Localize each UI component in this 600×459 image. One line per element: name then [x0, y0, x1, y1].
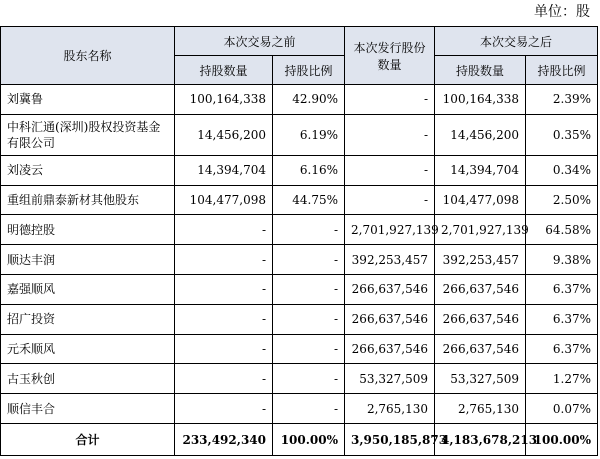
unit-label: 单位：股: [534, 4, 590, 20]
issued-shares: -: [345, 85, 435, 115]
header-before-shares: 持股数量: [175, 56, 273, 85]
before-shares: 100,164,338: [175, 85, 273, 115]
issued-shares: 53,327,509: [345, 364, 435, 394]
shareholder-name: 嘉强顺风: [1, 275, 175, 305]
after-ratio: 0.07%: [526, 394, 598, 424]
table-row: [1, 334, 598, 364]
before-shares: -: [175, 304, 273, 334]
table-row: [1, 245, 598, 275]
after-ratio: 6.37%: [526, 275, 598, 305]
before-shares: -: [175, 245, 273, 275]
shareholder-name: 顺信丰合: [1, 394, 175, 424]
total-after-ratio: 100.00%: [526, 424, 598, 456]
after-shares: 14,456,200: [435, 114, 526, 155]
header-before-transaction: 本次交易之前: [175, 27, 345, 56]
shareholder-name: 招广投资: [1, 304, 175, 334]
after-ratio: 9.38%: [526, 245, 598, 275]
after-ratio: 6.37%: [526, 334, 598, 364]
after-ratio: 2.50%: [526, 185, 598, 215]
header-after-transaction: 本次交易之后: [435, 27, 598, 56]
issued-shares: 2,765,130: [345, 394, 435, 424]
header-issued-shares: 本次发行股份数量: [345, 27, 435, 85]
after-ratio: 0.35%: [526, 114, 598, 155]
shareholder-name: 古玉秋创: [1, 364, 175, 394]
issued-shares: 266,637,546: [345, 334, 435, 364]
header-after-ratio: 持股比例: [526, 56, 598, 85]
table-row: [1, 364, 598, 394]
header-before-ratio: 持股比例: [273, 56, 345, 85]
after-shares: 266,637,546: [435, 334, 526, 364]
after-shares: 2,701,927,139: [435, 215, 526, 245]
issued-shares: -: [345, 155, 435, 185]
shareholder-name: 中科汇通(深圳)股权投资基金有限公司: [1, 114, 175, 155]
shareholder-name: 明德控股: [1, 215, 175, 245]
shareholder-name: 重组前鼎泰新材其他股东: [1, 185, 175, 215]
before-ratio: -: [273, 215, 345, 245]
table-row: [1, 215, 598, 245]
header-row-group: [1, 27, 598, 56]
total-issued-shares: 3,950,185,873: [345, 424, 435, 456]
before-shares: -: [175, 394, 273, 424]
table-row: [1, 85, 598, 115]
before-ratio: 42.90%: [273, 85, 345, 115]
table-row: [1, 394, 598, 424]
before-ratio: -: [273, 394, 345, 424]
after-ratio: 0.34%: [526, 155, 598, 185]
table-row: [1, 185, 598, 215]
before-ratio: 6.19%: [273, 114, 345, 155]
after-ratio: 6.37%: [526, 304, 598, 334]
before-ratio: -: [273, 334, 345, 364]
after-shares: 100,164,338: [435, 85, 526, 115]
before-shares: -: [175, 215, 273, 245]
shareholder-name: 刘凌云: [1, 155, 175, 185]
shareholder-name: 元禾顺风: [1, 334, 175, 364]
after-shares: 266,637,546: [435, 304, 526, 334]
after-shares: 2,765,130: [435, 394, 526, 424]
total-before-shares: 233,492,340: [175, 424, 273, 456]
before-ratio: -: [273, 245, 345, 275]
issued-shares: 266,637,546: [345, 304, 435, 334]
table-row: [1, 304, 598, 334]
before-shares: 14,456,200: [175, 114, 273, 155]
after-shares: 266,637,546: [435, 275, 526, 305]
issued-shares: -: [345, 185, 435, 215]
shareholding-table: [0, 26, 598, 456]
shareholder-name: 刘冀鲁: [1, 85, 175, 115]
total-before-ratio: 100.00%: [273, 424, 345, 456]
after-shares: 392,253,457: [435, 245, 526, 275]
before-ratio: -: [273, 364, 345, 394]
before-ratio: -: [273, 275, 345, 305]
issued-shares: -: [345, 114, 435, 155]
after-ratio: 64.58%: [526, 215, 598, 245]
after-shares: 53,327,509: [435, 364, 526, 394]
before-shares: -: [175, 364, 273, 394]
header-shareholder-name: 股东名称: [1, 27, 175, 85]
total-label: 合计: [1, 424, 175, 456]
table-row: [1, 155, 598, 185]
before-shares: 14,394,704: [175, 155, 273, 185]
table-row: [1, 275, 598, 305]
shareholder-name: 顺达丰润: [1, 245, 175, 275]
after-shares: 14,394,704: [435, 155, 526, 185]
total-row: [1, 424, 598, 456]
after-ratio: 2.39%: [526, 85, 598, 115]
total-after-shares: 4,183,678,213: [435, 424, 526, 456]
before-shares: -: [175, 334, 273, 364]
after-shares: 104,477,098: [435, 185, 526, 215]
header-after-shares: 持股数量: [435, 56, 526, 85]
before-ratio: 44.75%: [273, 185, 345, 215]
before-shares: 104,477,098: [175, 185, 273, 215]
issued-shares: 2,701,927,139: [345, 215, 435, 245]
table-row: [1, 114, 598, 155]
before-shares: -: [175, 275, 273, 305]
issued-shares: 392,253,457: [345, 245, 435, 275]
before-ratio: -: [273, 304, 345, 334]
issued-shares: 266,637,546: [345, 275, 435, 305]
after-ratio: 1.27%: [526, 364, 598, 394]
before-ratio: 6.16%: [273, 155, 345, 185]
